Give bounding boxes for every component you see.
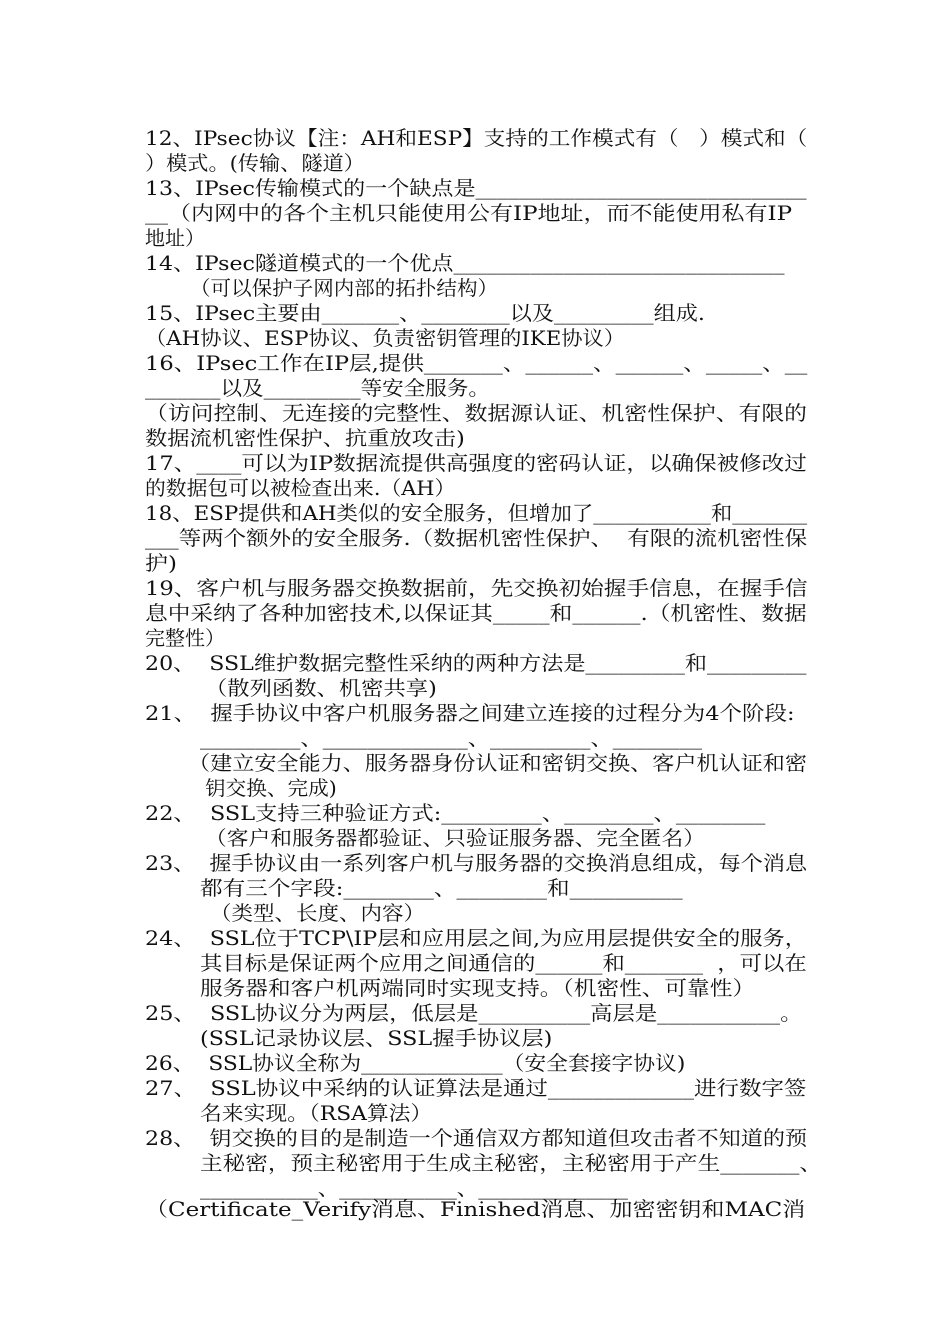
text-line: 15、IPsec主要由_______、________以及_________组成. — [145, 301, 705, 325]
text-line: _______以及_________等安全服务。 — [145, 376, 490, 400]
text-line: 18、ESP提供和AH类似的安全服务，但增加了___________和_______ — [145, 501, 808, 525]
text-line: （客户和服务器都验证、只验证服务器、完全匿名） — [205, 826, 706, 850]
text-line: （可以保护子网内部的拓扑结构） — [190, 276, 499, 300]
text-line: （散列函数、机密共享) — [205, 676, 437, 700]
text-line: 22、 SSL支持三种验证方式:_________、________、________ — [145, 801, 766, 825]
text-line: 服务器和客户机两端同时实现支持。（机密性、可靠性） — [200, 976, 756, 1000]
text-line: 24、 SSL位于TCP\IP层和应用层之间,为应用层提供安全的服务， — [145, 926, 808, 950]
text-line: 19、客户机与服务器交换数据前，先交换初始握手信息，在握手信 — [145, 576, 808, 600]
text-line: __（内网中的各个主机只能使用公有IP地址，而不能使用私有IP — [145, 201, 793, 225]
text-line: 息中采纳了各种加密技术,以保证其_____和______.（机密性、数据 — [145, 601, 807, 625]
text-line: 27、 SSL协议中采纳的认证算法是通过_____________进行数字签 — [145, 1076, 807, 1100]
text-line: ）模式。(传输、隧道） — [145, 151, 365, 175]
text-line: 地址） — [145, 226, 205, 250]
text-line: 钥交换、完成) — [205, 776, 337, 800]
text-line: ___等两个额外的安全服务.（数据机密性保护、 有限的流机密性保 — [145, 526, 808, 550]
text-line: 都有三个字段:________、________和__________ — [200, 876, 683, 900]
text-line: 名来实现。（RSA算法） — [200, 1101, 433, 1125]
text-line: 的数据包可以被检查出来.（AH） — [145, 476, 456, 500]
text-line: 12、IPsec协议【注：AH和ESP】支持的工作模式有（ ）模式和（ — [145, 126, 808, 150]
text-line: （建立安全能力、服务器身份认证和密钥交换、客户机认证和密 — [188, 751, 808, 775]
text-line: 其目标是保证两个应用之间通信的______和_______ ，可以在 — [200, 951, 807, 975]
text-line: （AH协议、ESP协议、负责密钥管理的IKE协议） — [145, 326, 626, 350]
text-line: 23、 握手协议由一系列客户机与服务器的交换消息组成，每个消息 — [145, 851, 808, 875]
text-line: （Certificate_Verify消息、Finished消息、加密密钥和MAC消 — [145, 1197, 806, 1221]
text-line: _________、_____________、_________、________ — [200, 726, 703, 750]
text-line: 17、____可以为IP数据流提供高强度的密码认证，以确保被修改过 — [145, 451, 807, 475]
text-line: 28、 钥交换的目的是制造一个通信双方都知道但攻击者不知道的预 — [145, 1126, 808, 1150]
text-line: 26、 SSL协议全称为_____________（安全套接字协议) — [145, 1051, 686, 1075]
text-line: （访问控制、无连接的完整性、数据源认证、机密性保护、有限的 — [145, 401, 808, 425]
text-line: (SSL记录协议层、SSL握手协议层) — [200, 1026, 553, 1050]
text-line: 25、 SSL协议分为两层，低层是__________高层是___________。 — [145, 1001, 803, 1025]
text-line: （类型、长度、内容） — [210, 901, 425, 925]
text-line: 数据流机密性保护、抗重放攻击) — [145, 426, 465, 450]
text-line: 完整性） — [145, 626, 225, 650]
text-line: 20、 SSL维护数据完整性采纳的两种方法是_________和_________ — [145, 651, 807, 675]
text-line: 21、 握手协议中客户机服务器之间建立连接的过程分为4个阶段: — [145, 701, 795, 725]
text-line: 护) — [145, 551, 177, 575]
text-line: 13、IPsec传输模式的一个缺点是______________________________ — [145, 176, 807, 200]
text-line: 14、IPsec隧道模式的一个优点______________________________ — [145, 251, 785, 275]
text-line: ___________、___________、______________ — [200, 1176, 628, 1200]
text-line: 16、IPsec工作在IP层,提供_______、______、______、_____、__ — [145, 351, 808, 375]
text-line: 主秘密，预主秘密用于生成主秘密，主秘密用于产生_______、 — [200, 1151, 822, 1175]
